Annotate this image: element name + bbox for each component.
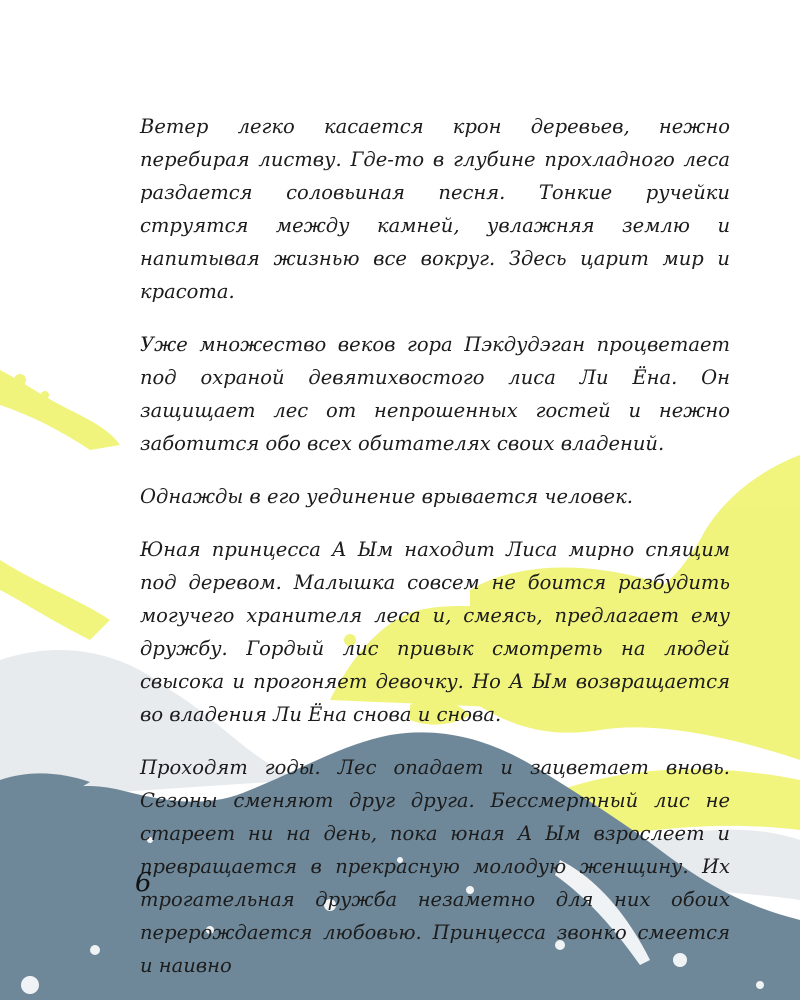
paragraph: Однажды в его уединение врывается человек.: [140, 485, 633, 508]
page-number: 6: [135, 868, 152, 898]
paragraph: Ветер легко касается крон деревьев, нежно перебирая листву. Где-то в глубине прохладного леса раздается соловьиная песня. Тонкие ручейки струятся между камней, увлажняя землю и напитывая жизнью все вокруг. Здесь царит мир и красота.: [140, 115, 730, 303]
paragraph: Проходят годы. Лес опадает и зацветает вновь. Сезоны сменяют друг друга. Бессмертный лис не стареет ни на день, пока юная А Ым взрослеет и превращается в прекрасную молодую женщину. Их трогательная дружба незаметно для них обоих перерождается любовью. Принцесса звонко смеется и наивно: [140, 756, 730, 977]
paragraph: Юная принцесса А Ым находит Лиса мирно спящим под деревом. Малышка совсем не боится разбудить могучего хранителя леса и, смеясь, предлагает ему дружбу. Гордый лис привык смотреть на людей свысока и прогоняет девочку. Но А Ым возвращается во владения Ли Ёна снова и снова.: [140, 538, 730, 726]
story-text: [140, 110, 730, 1002]
paragraph: Уже множество веков гора Пэкдудэган процветает под охраной девятихвостого лиса Ли Ёна. Он защищает лес от непрошенных гостей и нежно заботится обо всех обитателях своих владений.: [140, 333, 730, 455]
